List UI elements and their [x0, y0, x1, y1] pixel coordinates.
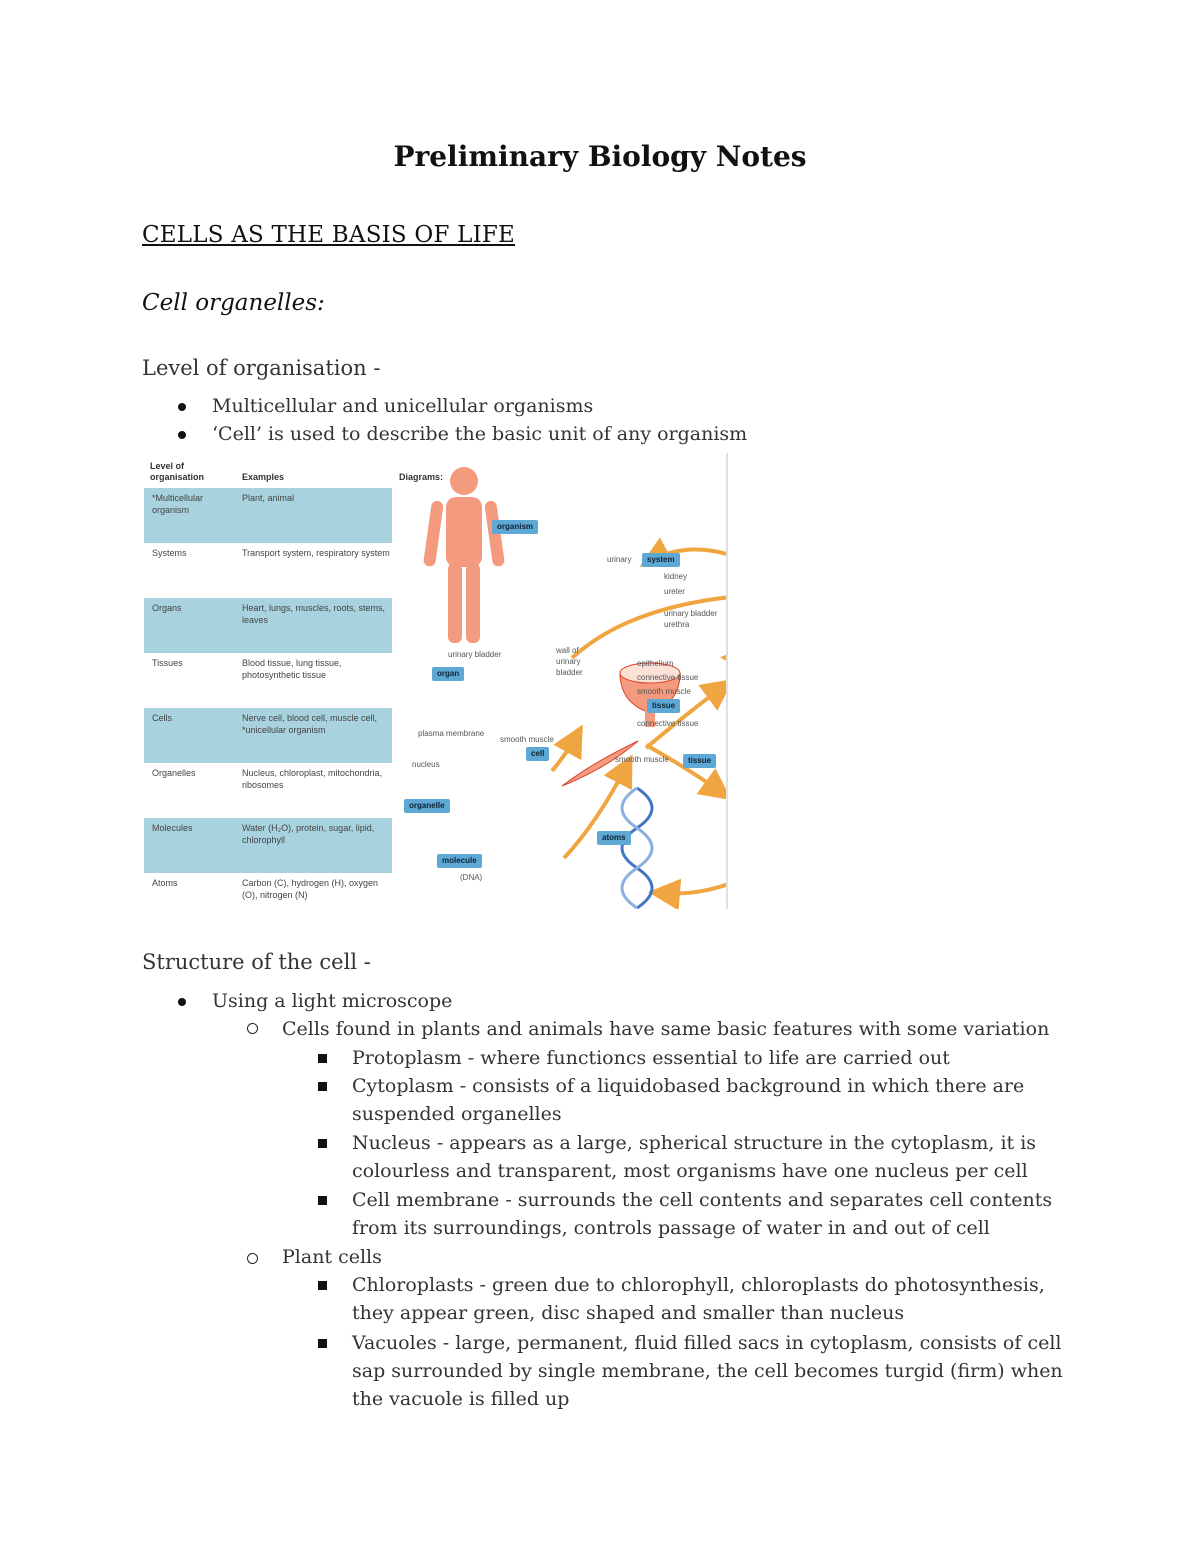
list-item: Vacuoles - large, permanent, fluid filled sacs in cytoplasm, consists of cell: [352, 1332, 1062, 1354]
row-examples: Nucleus, chloroplast, mitochondria, ribosomes: [242, 768, 383, 790]
bullet-square: [318, 1054, 327, 1063]
row-examples: Transport system, respiratory system: [242, 548, 390, 558]
label-urinary-bladder: urinary bladder: [448, 650, 502, 659]
list-item-continued: from its surroundings, controls passage of water in and out of cell: [352, 1217, 990, 1239]
bullet-dot: [178, 998, 186, 1006]
list-item: Cell membrane - surrounds the cell contents and separates cell contents: [352, 1189, 1053, 1211]
label-epithelium: epithelium: [637, 659, 674, 668]
list-item: Cytoplasm - consists of a liquidobased background in which there are: [352, 1075, 1025, 1097]
label-connective-tissue-2: connective tissue: [637, 719, 699, 728]
row-level: Organs: [152, 603, 182, 613]
table-row: [144, 818, 392, 873]
human-body-icon: [423, 467, 505, 643]
label-kidney: kidney: [664, 572, 688, 581]
page-title: Preliminary Biology Notes: [393, 140, 807, 173]
row-level: Atoms: [152, 878, 178, 888]
label-dna: (DNA): [460, 873, 483, 882]
tag-organ: organ: [432, 667, 464, 681]
row-level: Organelles: [152, 768, 196, 778]
tag-organism: organism: [492, 520, 538, 534]
row-examples: Carbon (C), hydrogen (H), oxygen (O), nitrogen (N): [242, 878, 379, 900]
tag-tissue-top: tissue: [647, 699, 680, 713]
label-smooth-muscle: smooth muscle: [637, 687, 691, 696]
label-nucleus: nucleus: [412, 760, 440, 769]
bullet-circle: [247, 1023, 258, 1034]
list-item-continued: suspended organelles: [352, 1103, 562, 1125]
tag-organelle: organelle: [404, 799, 450, 813]
list-item: Cells found in plants and animals have same basic features with some variation: [282, 1018, 1050, 1040]
list-item-continued: sap surrounded by single membrane, the cell becomes turgid (firm) when: [352, 1360, 1063, 1382]
row-examples: Water (H₂O), protein, sugar, lipid, chlorophyll: [242, 823, 375, 845]
bullet-dot: [178, 403, 186, 411]
label-urinary-wall: urinary: [556, 657, 581, 666]
table-row: [144, 488, 392, 543]
levels-of-organisation-figure: [142, 453, 728, 909]
row-level: *Multicellular organism: [152, 493, 204, 515]
list-item: Protoplasm - where functioncs essential to life are carried out: [352, 1047, 950, 1069]
tag-tissue-bottom: tissue: [683, 754, 716, 768]
row-examples: Heart, lungs, muscles, roots, stems, leaves: [242, 603, 386, 625]
row-examples: Blood tissue, lung tissue, photosynthetic tissue: [242, 658, 342, 680]
table-row: [144, 543, 392, 598]
tag-molecule: molecule: [437, 854, 482, 868]
label-connective-tissue: connective tissue: [637, 673, 699, 682]
row-level: Systems: [152, 548, 187, 558]
list-item-continued: colourless and transparent, most organisms have one nucleus per cell: [352, 1160, 1028, 1182]
table-row: [144, 598, 392, 653]
label-smooth-muscle-tissue: smooth muscle: [615, 755, 669, 764]
bullet-circle: [247, 1253, 258, 1264]
bullet-square: [318, 1196, 327, 1205]
list-item: Nucleus - appears as a large, spherical structure in the cytoplasm, it is: [352, 1132, 1037, 1154]
table-row: [144, 873, 392, 907]
tag-atoms: atoms: [597, 831, 631, 845]
list-item: ‘Cell’ is used to describe the basic unit of any organism: [212, 423, 748, 445]
dna-helix-icon: [622, 788, 652, 908]
label-bladder: bladder: [556, 668, 583, 677]
label-urethra: urethra: [664, 620, 690, 629]
row-examples: Nerve cell, blood cell, muscle cell, *unicellular organism: [242, 713, 378, 735]
structure-heading: Structure of the cell -: [142, 950, 371, 974]
row-level: Cells: [152, 713, 173, 723]
bullet-square: [318, 1082, 327, 1091]
bullet-dot: [178, 431, 186, 439]
label-ureter: ureter: [664, 587, 685, 596]
bullet-square: [318, 1281, 327, 1290]
list-item-continued: the vacuole is filled up: [352, 1388, 570, 1410]
label-urinary-bladder-sys: urinary bladder: [664, 609, 718, 618]
level-heading: Level of organisation -: [142, 356, 381, 380]
table-row: [144, 708, 392, 763]
list-item-continued: they appear green, disc shaped and smaller than nucleus: [352, 1302, 905, 1324]
row-level: Tissues: [152, 658, 183, 668]
figure-col-diagrams: Diagrams:: [399, 472, 444, 482]
list-item: Multicellular and unicellular organisms: [212, 395, 594, 417]
figure-col-level: Level of organisation: [150, 461, 205, 482]
table-row: [144, 653, 392, 708]
label-urinary: urinary: [607, 555, 632, 564]
subheading: Cell organelles:: [142, 290, 325, 316]
tag-cell: cell: [526, 747, 549, 761]
label-plasma-membrane: plasma membrane: [418, 729, 485, 738]
tag-system: system: [642, 553, 680, 567]
list-item: Plant cells: [282, 1246, 382, 1268]
figure-col-examples: Examples: [242, 472, 285, 482]
list-item: Chloroplasts - green due to chlorophyll, chloroplasts do photosynthesis,: [352, 1274, 1045, 1296]
table-row: [144, 763, 392, 818]
label-wall-of: wall of: [556, 646, 579, 655]
row-examples: Plant, animal: [242, 493, 295, 503]
section-heading: CELLS AS THE BASIS OF LIFE: [142, 222, 516, 248]
label-smooth-muscle-cell: smooth muscle: [500, 735, 554, 744]
bullet-square: [318, 1139, 327, 1148]
row-level: Molecules: [152, 823, 193, 833]
bullet-square: [318, 1339, 327, 1348]
list-item: Using a light microscope: [212, 990, 453, 1012]
